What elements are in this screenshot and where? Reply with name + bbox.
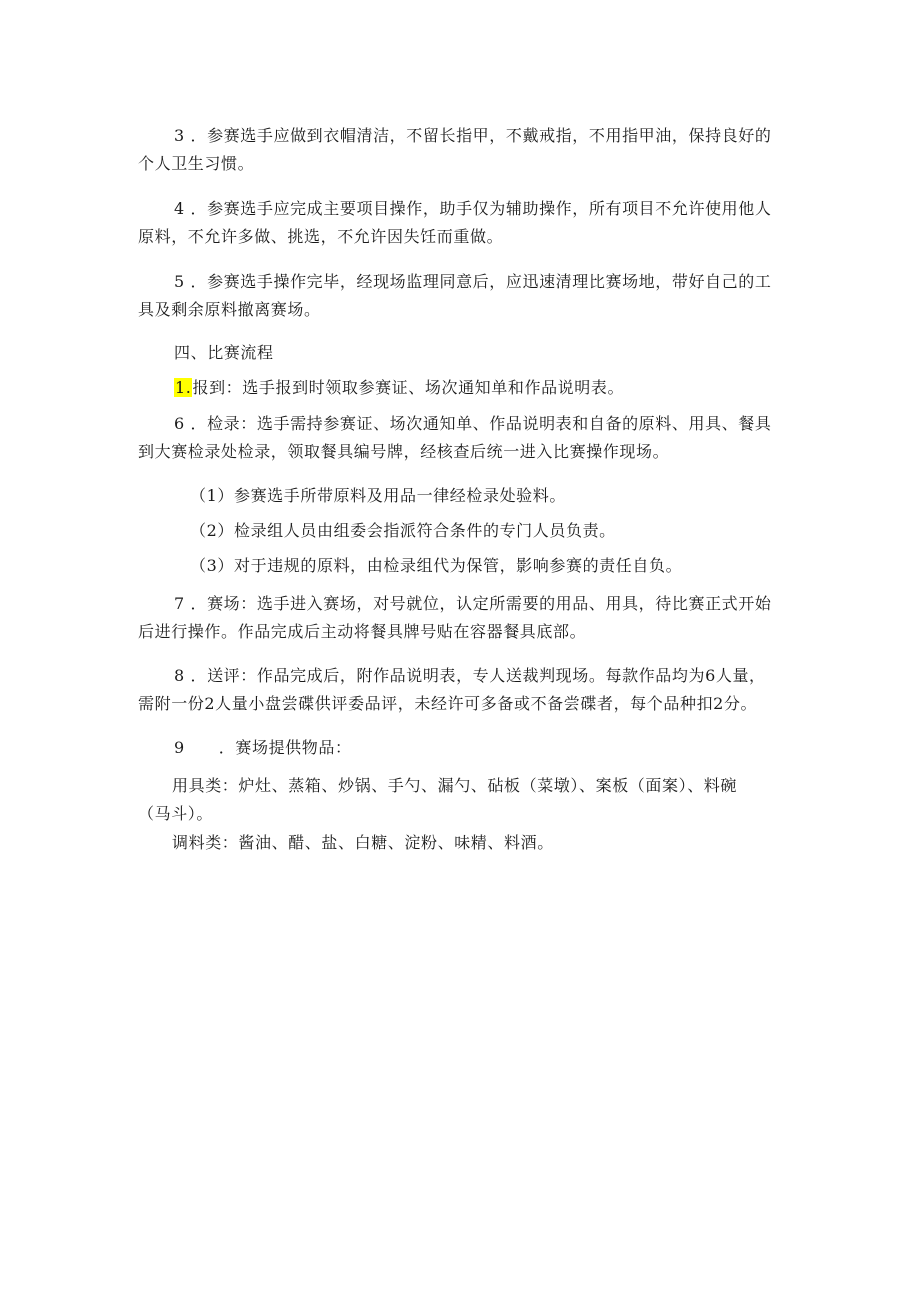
step-1-text: 报到：选手报到时领取参赛证、场次通知单和作品说明表。 <box>192 378 625 397</box>
sub-item-2 <box>138 517 786 545</box>
rule-item-6 <box>138 410 786 466</box>
rule-item-7-line-2: 后进行操作。作品完成后主动将餐具牌号贴在容器餐具底部。 <box>138 622 587 641</box>
rule-item-6-line-2: 到大赛检录处检录，领取餐具编号牌，经核查后统一进入比赛操作现场。 <box>138 442 670 461</box>
section-heading-text: 四、比赛流程 <box>174 343 274 362</box>
sub-item-3 <box>138 552 786 580</box>
utensils-line-1: 用具类：炉灶、蒸箱、炒锅、手勺、漏勺、砧板（菜墩）、案板（面案）、料碗 <box>172 776 738 795</box>
rule-item-3-line-1: 3 ．参赛选手应做到衣帽清洁，不留长指甲，不戴戒指，不用指甲油，保持良好的 <box>174 126 772 145</box>
utensils-line-2: （马斗）。 <box>138 804 214 823</box>
rule-item-7-line-1: 7 ．赛场：选手进入赛场，对号就位，认定所需要的用品、用具，待比赛正式开始 <box>174 594 772 613</box>
rule-item-8-line-2: 需附一份2人量小盘尝碟供评委品评，未经许可多备或不备尝碟者，每个品种扣2分。 <box>138 694 758 713</box>
rule-item-4-line-2: 原料，不允许多做、挑选，不允许因失饪而重做。 <box>138 227 504 246</box>
seasonings-text: 调料类：酱油、醋、盐、白糖、淀粉、味精、料酒。 <box>172 833 554 852</box>
rule-item-3-line-2: 个人卫生习惯。 <box>138 154 255 173</box>
rule-item-6-line-1: 6 ．检录：选手需持参赛证、场次通知单、作品说明表和自备的原料、用具、餐具 <box>174 414 772 433</box>
rule-item-5-line-1: 5 ．参赛选手操作完毕，经现场监理同意后，应迅速清理比赛场地，带好自己的工 <box>174 272 772 291</box>
seasonings-list <box>138 829 786 857</box>
rule-item-4 <box>138 195 786 251</box>
rule-item-8 <box>138 662 786 718</box>
sub-item-3-text: （3）对于违规的原料，由检录组代为保管，影响参赛的责任自负。 <box>190 556 683 575</box>
sub-item-1 <box>138 482 786 510</box>
sub-item-1-text: （1）参赛选手所带原料及用品一律经检录处验料。 <box>190 486 566 505</box>
rule-item-5-line-2: 具及剩余原料撤离赛场。 <box>138 300 321 319</box>
sub-item-2-text: （2）检录组人员由组委会指派符合条件的专门人员负责。 <box>190 521 616 540</box>
rule-item-4-line-1: 4 ．参赛选手应完成主要项目操作，助手仅为辅助操作，所有项目不允许使用他人 <box>174 199 772 218</box>
step-1-check-in <box>138 374 786 402</box>
rule-item-7 <box>138 590 786 646</box>
step-1-line <box>138 374 786 402</box>
rule-item-3 <box>138 122 786 178</box>
rule-item-9-text: ．赛场提供物品： <box>218 738 352 757</box>
rule-item-8-line-1: 8 ．送评：作品完成后，附作品说明表，专人送裁判现场。每款作品均为6人量， <box>174 666 766 685</box>
section-heading <box>138 339 786 367</box>
highlighted-step-number: 1. <box>175 378 192 397</box>
rule-item-9-line <box>138 734 786 762</box>
rule-item-9-number: 9 <box>174 738 185 757</box>
rule-item-5 <box>138 268 786 324</box>
utensils-list <box>138 772 786 828</box>
rule-item-9 <box>138 734 786 762</box>
